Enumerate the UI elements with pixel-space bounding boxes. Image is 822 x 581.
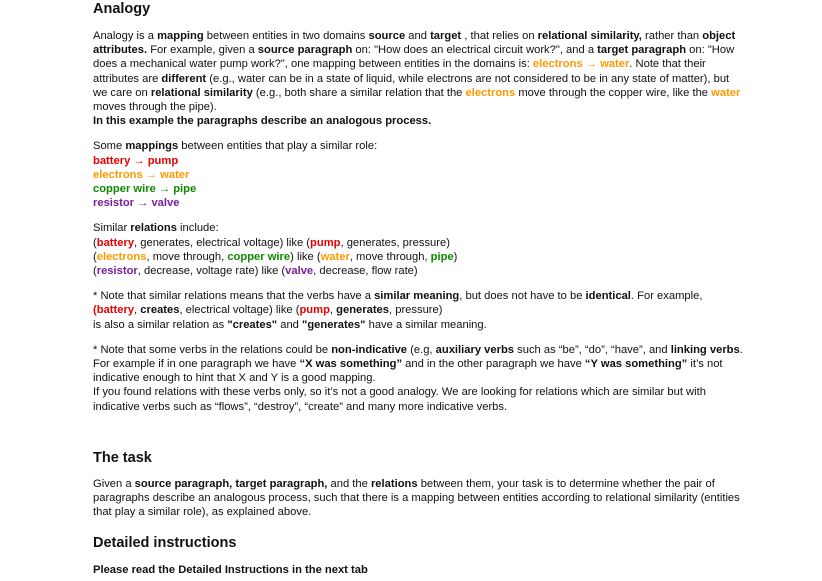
analogy-heading: Analogy: [93, 1, 151, 17]
detailed-heading: Detailed instructions: [93, 535, 237, 551]
relation-item: (electrons, move through, copper wire) like (water, move through, pipe): [93, 250, 458, 263]
detailed-body: [93, 563, 743, 577]
relations-intro: Similar relations include:: [93, 222, 219, 235]
mapping-item: copper wire → pipe: [93, 183, 197, 196]
relation-item: (resistor, decrease, voltage rate) like (valve, decrease, flow rate): [93, 265, 418, 278]
analogy-body: [93, 29, 743, 414]
analogy-definition: Analogy is a mapping between entities in two domains source and target , that relies on relational similarity, rather than object attributes. For example, given a source paragraph on: "How does an electrical circuit work?", and a target paragraph on: "How does a mechanical water pump work?", one mapping between entities in the domains is: electrons → water. Note that their attributes are different (e.g., water can be in a state of liquid, while electrons are not considered to be in any state of matter), but we care on relational similarity (e.g., both share a similar relation that the electrons move through the copper wire, like the water moves through the pipe). In this example the paragraphs describe an analogous process.: [93, 30, 741, 128]
mapping-item: resistor → valve: [93, 197, 180, 210]
task-heading: The task: [93, 450, 152, 466]
task-section: [93, 449, 152, 467]
detailed-section: [93, 534, 236, 552]
analogy-section: [93, 0, 150, 18]
detailed-instructions-note: Please read the Detailed Instructions in the next tab: [93, 564, 368, 576]
task-body: [93, 477, 743, 520]
similar-meaning-note: * Note that similar relations means that the verbs have a similar meaning, but does not have to be identical. For example, (battery, creates, electrical voltage) like (pump, generates, pressure) is also a similar relation as "creates" and "generates" have a similar meaning.: [93, 290, 703, 331]
mapping-item: electrons → water: [93, 168, 190, 181]
relation-item: (battery, generates, electrical voltage) like (pump, generates, pressure): [93, 236, 450, 249]
task-description: Given a source paragraph, target paragraph, and the relations between them, your task is to determine whether the pair of paragraphs describe an analogous process, such that there is a mapping between entities according to relational similarity (entities that play a similar role), as explained above.: [93, 478, 740, 519]
mapping-item: battery → pump: [93, 154, 179, 167]
non-indicative-note: * Note that some verbs in the relations could be non-indicative (e.g, auxiliary verbs such as “be”, “do”, “have”, and linking verbs. For example if in one paragraph we have “X was something” and in the other paragraph we have “Y was something” it’s not indicative enough to hint that X and Y is a good mapping. If you found relations with these verbs only, so it’s not a good analogy. We are looking for relations which are similar but with indicative verbs such as “flows”, “destroy”, “create” and many more indicative verbs.: [93, 343, 743, 413]
mappings-intro: Some mappings between entities that play a similar role:: [93, 140, 378, 153]
analogy-conclusion: In this example the paragraphs describe an analogous process.: [93, 115, 432, 128]
